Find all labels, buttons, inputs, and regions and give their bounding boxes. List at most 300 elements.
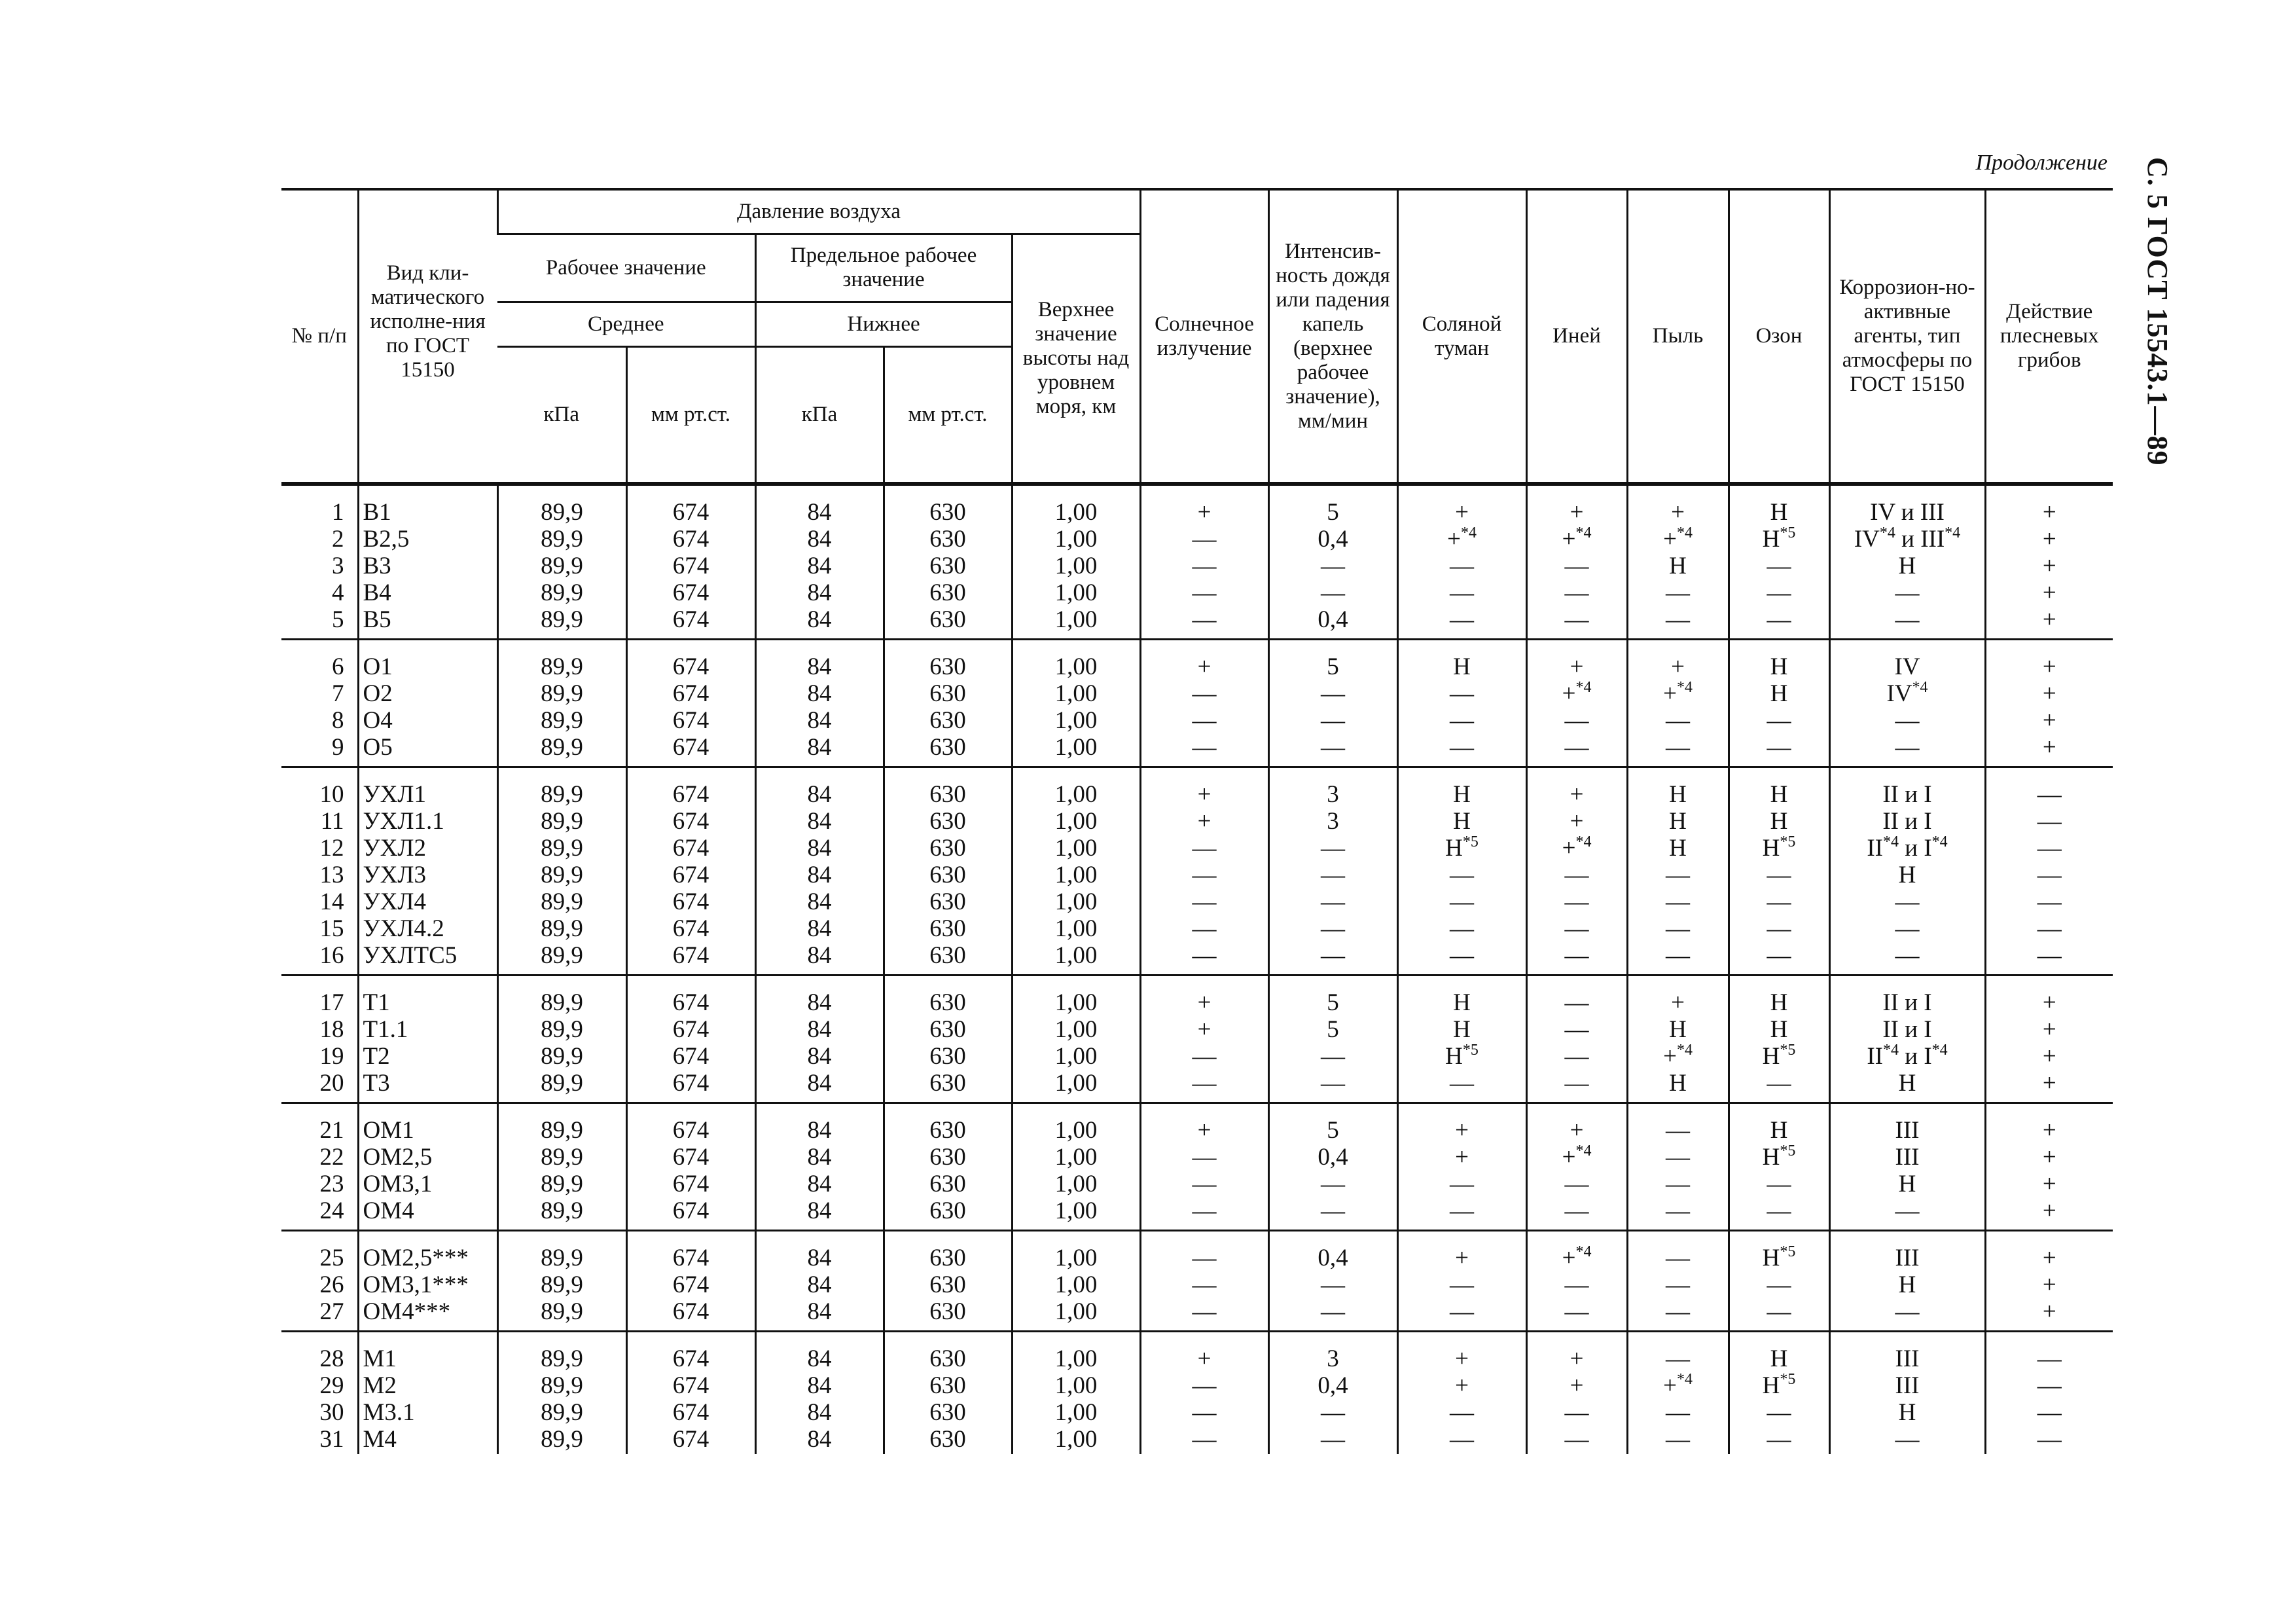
table-cell: УХЛ1.1 <box>358 808 497 835</box>
table-row <box>281 1231 2113 1272</box>
table-cell: 84 <box>755 553 884 579</box>
table-row <box>281 1016 2113 1043</box>
table-cell: ОМ4 <box>358 1197 497 1231</box>
table-cell: 2 <box>332 526 344 553</box>
table-row <box>281 640 2113 681</box>
table-cell: Н <box>1729 1332 1829 1373</box>
table-cell: + <box>1397 1372 1526 1399</box>
table-cell: 84 <box>755 1070 884 1103</box>
table-cell: 84 <box>755 606 884 640</box>
table-cell: 4 <box>332 579 344 606</box>
table-cell: 89,9 <box>497 1399 626 1426</box>
table-row <box>281 1197 2113 1231</box>
table-cell: 674 <box>626 1103 755 1144</box>
table-cell: — <box>1397 707 1526 734</box>
table-cell: 14 <box>319 888 344 915</box>
table-cell: II$^{*4}$ и $I^{*4}$ <box>1829 1043 1985 1070</box>
table-cell: — <box>1729 1399 1829 1426</box>
table-cell: 1,00 <box>1012 606 1140 640</box>
table-cell: — <box>1140 606 1268 640</box>
table-cell: М3.1 <box>358 1399 497 1426</box>
table-cell: 630 <box>884 1043 1012 1070</box>
table-cell: — <box>1627 1332 1729 1373</box>
table-cell: 84 <box>755 1426 884 1454</box>
table-cell: 630 <box>884 1271 1012 1298</box>
table-cell: 18 <box>319 1016 344 1043</box>
table-cell: + <box>1985 640 2113 681</box>
table-cell: — <box>1526 734 1627 767</box>
table-cell: 89,9 <box>497 484 626 526</box>
header-lower: Нижнее <box>755 302 1012 346</box>
table-cell: — <box>1829 579 1985 606</box>
table-cell: — <box>1397 1298 1526 1332</box>
table-cell: — <box>1397 1399 1526 1426</box>
header-air-pressure: Давление воздуха <box>497 189 1140 234</box>
table-cell: 24 <box>319 1197 344 1224</box>
table-cell: $Н^{*5}$ <box>1729 1043 1829 1070</box>
table-row <box>281 553 2113 579</box>
table-cell: — <box>1526 1197 1627 1231</box>
table-cell: — <box>1268 862 1397 888</box>
table-cell: 84 <box>755 1197 884 1231</box>
table-cell: — <box>1627 888 1729 915</box>
table-cell: +$^{*4}$ <box>1526 1231 1627 1272</box>
table-cell: 89,9 <box>497 767 626 809</box>
table-cell: 1,00 <box>1012 734 1140 767</box>
table-cell: Н <box>1729 767 1829 809</box>
table-cell: — <box>1729 1197 1829 1231</box>
table-cell: 89,9 <box>497 976 626 1017</box>
table-cell: + <box>1140 1103 1268 1144</box>
table-cell: — <box>1268 734 1397 767</box>
table-cell: 630 <box>884 1171 1012 1197</box>
table-cell: 89,9 <box>497 915 626 942</box>
table-cell: 630 <box>884 707 1012 734</box>
table-cell: 674 <box>626 1372 755 1399</box>
table-cell: УХЛ4 <box>358 888 497 915</box>
table-cell: — <box>1268 707 1397 734</box>
table-cell: 89,9 <box>497 1197 626 1231</box>
table-cell: 5 <box>1268 640 1397 681</box>
table-cell: В4 <box>358 579 497 606</box>
table-cell: 674 <box>626 606 755 640</box>
table-cell: — <box>1526 1399 1627 1426</box>
table-cell: Н <box>1397 767 1526 809</box>
table-cell: 15 <box>319 915 344 942</box>
table-cell: — <box>1397 1426 1526 1454</box>
table-cell: — <box>1526 1043 1627 1070</box>
table-cell: — <box>1985 942 2113 976</box>
table-row <box>281 1144 2113 1171</box>
table-cell: 1,00 <box>1012 1298 1140 1332</box>
table-cell: — <box>1627 1298 1729 1332</box>
table-cell: + <box>1526 808 1627 835</box>
table-cell: 674 <box>626 553 755 579</box>
table-cell: 89,9 <box>497 1103 626 1144</box>
table-cell: +$^{*4}$ <box>1627 1043 1729 1070</box>
table-cell: 12 <box>319 835 344 862</box>
table-cell: 1,00 <box>1012 1016 1140 1043</box>
header-limit-value: Предельное рабочее значение <box>755 234 1012 302</box>
table-cell: — <box>1985 1399 2113 1426</box>
table-cell: — <box>1397 1070 1526 1103</box>
table-cell: — <box>1627 1103 1729 1144</box>
table-cell: 84 <box>755 1144 884 1171</box>
table-cell: 1,00 <box>1012 1144 1140 1171</box>
table-cell: 84 <box>755 862 884 888</box>
table-cell: +$^{*4}$ <box>1627 1372 1729 1399</box>
table-cell: + <box>1397 1231 1526 1272</box>
table-cell: 630 <box>884 942 1012 976</box>
table-cell: 3 <box>332 553 344 579</box>
table-cell: — <box>1140 1372 1268 1399</box>
table-cell: — <box>1829 734 1985 767</box>
table-cell: Н <box>1829 1070 1985 1103</box>
row-group <box>281 1231 2113 1332</box>
table-cell: 630 <box>884 606 1012 640</box>
table-cell: 674 <box>626 862 755 888</box>
table-cell: + <box>1985 734 2113 767</box>
table-row <box>281 862 2113 888</box>
table-cell: Н <box>1397 640 1526 681</box>
table-cell: + <box>1526 484 1627 526</box>
table-cell: 84 <box>755 942 884 976</box>
table-cell: 89,9 <box>497 707 626 734</box>
table-cell: — <box>1268 915 1397 942</box>
table-cell: $Н^{*5}$ <box>1729 1144 1829 1171</box>
table-cell: — <box>1397 888 1526 915</box>
table-cell: 84 <box>755 888 884 915</box>
table-cell: 1,00 <box>1012 579 1140 606</box>
table-cell: + <box>1985 707 2113 734</box>
table-cell: — <box>1627 1426 1729 1454</box>
table-cell: — <box>1268 1171 1397 1197</box>
table-cell: 630 <box>884 835 1012 862</box>
table-cell: III <box>1829 1372 1985 1399</box>
table-cell: 1,00 <box>1012 942 1140 976</box>
table-cell: 1,00 <box>1012 1372 1140 1399</box>
header-solar: Солнечное излучение <box>1140 189 1268 484</box>
table-row <box>281 942 2113 976</box>
table-cell: — <box>1268 888 1397 915</box>
table-cell: + <box>1985 680 2113 707</box>
table-cell: М1 <box>358 1332 497 1373</box>
table-cell: 630 <box>884 915 1012 942</box>
table-cell: 29 <box>319 1372 344 1399</box>
table-cell: — <box>1729 734 1829 767</box>
table-cell: — <box>1140 1399 1268 1426</box>
table-cell: — <box>1829 942 1985 976</box>
table-cell: 1,00 <box>1012 767 1140 809</box>
table-cell: 16 <box>319 942 344 969</box>
table-row <box>281 484 2113 526</box>
table-cell: — <box>1985 1426 2113 1454</box>
table-cell: + <box>1985 1298 2113 1332</box>
table-cell: + <box>1985 553 2113 579</box>
table-cell: — <box>1729 1171 1829 1197</box>
table-cell: ОМ1 <box>358 1103 497 1144</box>
table-cell: 0,4 <box>1268 1231 1397 1272</box>
table-cell: 19 <box>319 1043 344 1070</box>
table-cell: $Н^{*5}$ <box>1729 1372 1829 1399</box>
row-group <box>281 484 2113 640</box>
table-cell: 630 <box>884 1103 1012 1144</box>
table-cell: 89,9 <box>497 862 626 888</box>
table-row <box>281 1070 2113 1103</box>
table-cell: 13 <box>319 862 344 888</box>
table-cell: Т2 <box>358 1043 497 1070</box>
table-cell: IV и III <box>1829 484 1985 526</box>
table-cell: — <box>1729 862 1829 888</box>
table-cell: 89,9 <box>497 1070 626 1103</box>
table-cell: 89,9 <box>497 1332 626 1373</box>
table-cell: IV$^{*4}$ <box>1829 680 1985 707</box>
table-cell: 84 <box>755 835 884 862</box>
table-cell: 84 <box>755 1171 884 1197</box>
table-cell: 1,00 <box>1012 808 1140 835</box>
table-cell: Т1 <box>358 976 497 1017</box>
table-cell: — <box>1140 1298 1268 1332</box>
table-cell: Н <box>1829 1171 1985 1197</box>
table-cell: Н <box>1627 1070 1729 1103</box>
table-cell: — <box>1627 1171 1729 1197</box>
table-cell: — <box>1627 1231 1729 1272</box>
table-cell: УХЛ2 <box>358 835 497 862</box>
table-cell: 0,4 <box>1268 1144 1397 1171</box>
header-mmhg-working: мм рт.ст. <box>626 346 755 484</box>
table-cell: — <box>1268 680 1397 707</box>
table-cell: — <box>1829 888 1985 915</box>
table-cell: 84 <box>755 579 884 606</box>
table-row <box>281 915 2113 942</box>
table-cell: 5 <box>1268 1103 1397 1144</box>
table-cell: 630 <box>884 484 1012 526</box>
table-cell: О5 <box>358 734 497 767</box>
table-cell: — <box>1627 579 1729 606</box>
table-cell: 1,00 <box>1012 1399 1140 1426</box>
table-row <box>281 1171 2113 1197</box>
table-cell: — <box>1829 915 1985 942</box>
header-mmhg-limit: мм рт.ст. <box>884 346 1012 484</box>
table-cell: УХЛ4.2 <box>358 915 497 942</box>
table-cell: + <box>1140 976 1268 1017</box>
header-frost: Иней <box>1526 189 1627 484</box>
table-cell: 0,4 <box>1268 526 1397 553</box>
table-cell: — <box>1397 862 1526 888</box>
table-cell: 84 <box>755 707 884 734</box>
table-cell: — <box>1729 1426 1829 1454</box>
table-cell: — <box>1627 862 1729 888</box>
table-cell: II и I <box>1829 767 1985 809</box>
header-height: Верхнее значение высоты над уровнем моря, км <box>1012 234 1140 484</box>
table-cell: 674 <box>626 1298 755 1332</box>
table-cell: + <box>1985 1103 2113 1144</box>
table-cell: — <box>1829 707 1985 734</box>
table-cell: 674 <box>626 915 755 942</box>
table-cell: 1,00 <box>1012 1070 1140 1103</box>
table-cell: 630 <box>884 680 1012 707</box>
table-cell: — <box>1627 915 1729 942</box>
table-cell: Н <box>1627 835 1729 862</box>
table-row <box>281 767 2113 809</box>
table-cell: 89,9 <box>497 942 626 976</box>
table-cell: 674 <box>626 1332 755 1373</box>
table-cell: 674 <box>626 808 755 835</box>
table-cell: + <box>1985 1171 2113 1197</box>
table-cell: 674 <box>626 680 755 707</box>
table-cell: Н <box>1729 1016 1829 1043</box>
table-cell: — <box>1526 915 1627 942</box>
table-cell: 1,00 <box>1012 1231 1140 1272</box>
table-cell: Н <box>1627 553 1729 579</box>
table-cell: — <box>1627 1144 1729 1171</box>
table-cell: +$^{*4}$ <box>1526 1144 1627 1171</box>
table-cell: — <box>1526 1271 1627 1298</box>
table-cell: — <box>1397 1171 1526 1197</box>
table-cell: — <box>1729 1070 1829 1103</box>
table-cell: +$^{*4}$ <box>1627 680 1729 707</box>
table-row <box>281 976 2113 1017</box>
table-cell: + <box>1526 1103 1627 1144</box>
table-cell: — <box>1397 553 1526 579</box>
table-cell: +$^{*4}$ <box>1526 680 1627 707</box>
table-cell: 21 <box>319 1117 344 1144</box>
table-cell: Н <box>1729 484 1829 526</box>
table-cell: М4 <box>358 1426 497 1454</box>
table-cell: 1,00 <box>1012 1043 1140 1070</box>
table-cell: О1 <box>358 640 497 681</box>
table-cell: IV <box>1829 640 1985 681</box>
table-cell: 1,00 <box>1012 1103 1140 1144</box>
table-cell: 630 <box>884 1298 1012 1332</box>
table-cell: + <box>1526 1372 1627 1399</box>
table-row <box>281 1271 2113 1298</box>
table-cell: 84 <box>755 808 884 835</box>
table-cell: 84 <box>755 1372 884 1399</box>
table-cell: 84 <box>755 734 884 767</box>
table-cell: — <box>1140 1043 1268 1070</box>
table-cell: Н <box>1627 808 1729 835</box>
table-cell: 89,9 <box>497 526 626 553</box>
table-cell: ОМ2,5 <box>358 1144 497 1171</box>
table-cell: 674 <box>626 1399 755 1426</box>
table-cell: $Н^{*5}$ <box>1729 1231 1829 1272</box>
table-cell: 674 <box>626 526 755 553</box>
table-cell: + <box>1397 484 1526 526</box>
table-cell: 20 <box>319 1070 344 1097</box>
table-cell: 630 <box>884 1372 1012 1399</box>
table-cell: — <box>1140 1426 1268 1454</box>
table-cell: 89,9 <box>497 734 626 767</box>
table-cell: 89,9 <box>497 1271 626 1298</box>
table-cell: — <box>1140 526 1268 553</box>
table-cell: 674 <box>626 707 755 734</box>
table-cell: — <box>1268 942 1397 976</box>
table-cell: — <box>1985 808 2113 835</box>
table-cell: — <box>1140 734 1268 767</box>
table-cell: 1,00 <box>1012 526 1140 553</box>
table-cell: — <box>1526 707 1627 734</box>
table-cell: 89,9 <box>497 1298 626 1332</box>
row-group <box>281 1332 2113 1455</box>
table-cell: — <box>1140 1197 1268 1231</box>
table-cell: + <box>1985 526 2113 553</box>
table-cell: 674 <box>626 1070 755 1103</box>
table-cell: В3 <box>358 553 497 579</box>
table-cell: 674 <box>626 734 755 767</box>
table-cell: II и I <box>1829 808 1985 835</box>
table-cell: + <box>1985 1016 2113 1043</box>
table-cell: 84 <box>755 976 884 1017</box>
table-cell: 84 <box>755 1332 884 1373</box>
table-cell: 630 <box>884 640 1012 681</box>
table-cell: Н <box>1729 680 1829 707</box>
table-cell: 1,00 <box>1012 484 1140 526</box>
table-cell: — <box>1140 1231 1268 1272</box>
table-row <box>281 1399 2113 1426</box>
table-row <box>281 1372 2113 1399</box>
table-cell: 630 <box>884 526 1012 553</box>
table-cell: 1 <box>332 499 344 526</box>
table-cell: + <box>1526 640 1627 681</box>
table-cell: + <box>1627 640 1729 681</box>
table-cell: 674 <box>626 942 755 976</box>
table-cell: 9 <box>332 734 344 761</box>
header-num: № п/п <box>281 189 358 484</box>
table-cell: + <box>1985 1070 2113 1103</box>
table-cell: 5 <box>332 606 344 633</box>
header-rain: Интенсив-ность дождя или падения капель (верхнее рабочее значение), мм/мин <box>1268 189 1397 484</box>
table-cell: — <box>1985 835 2113 862</box>
table-cell: — <box>1627 734 1729 767</box>
table-cell: II$^{*4}$ и $I^{*4}$ <box>1829 835 1985 862</box>
row-group <box>281 640 2113 767</box>
table-cell: — <box>1985 767 2113 809</box>
table-cell: — <box>1140 915 1268 942</box>
table-cell: 630 <box>884 579 1012 606</box>
table-cell: 84 <box>755 767 884 809</box>
table-cell: 84 <box>755 680 884 707</box>
table-cell: 84 <box>755 526 884 553</box>
table-cell: — <box>1526 579 1627 606</box>
table-cell: 1,00 <box>1012 640 1140 681</box>
table-cell: 630 <box>884 1399 1012 1426</box>
table-cell: 630 <box>884 553 1012 579</box>
table-cell: 5 <box>1268 484 1397 526</box>
table-row <box>281 1298 2113 1332</box>
table-cell: Н <box>1829 1271 1985 1298</box>
table-cell: 25 <box>319 1245 344 1271</box>
table-cell: — <box>1829 1426 1985 1454</box>
table-cell: 84 <box>755 1271 884 1298</box>
table-cell: 674 <box>626 1231 755 1272</box>
table-cell: О2 <box>358 680 497 707</box>
table-cell: 630 <box>884 862 1012 888</box>
table-cell: О4 <box>358 707 497 734</box>
table-cell: 84 <box>755 1043 884 1070</box>
table-row <box>281 734 2113 767</box>
table-cell: — <box>1268 553 1397 579</box>
table-cell: — <box>1729 888 1829 915</box>
table-cell: +$^{*4}$ <box>1397 526 1526 553</box>
table-cell: УХЛ3 <box>358 862 497 888</box>
row-group <box>281 1103 2113 1231</box>
table-cell: — <box>1729 553 1829 579</box>
table-cell: 27 <box>319 1298 344 1325</box>
table-cell: 0,4 <box>1268 606 1397 640</box>
table-cell: $Н^{*5}$ <box>1729 526 1829 553</box>
table-cell: УХЛТС5 <box>358 942 497 976</box>
